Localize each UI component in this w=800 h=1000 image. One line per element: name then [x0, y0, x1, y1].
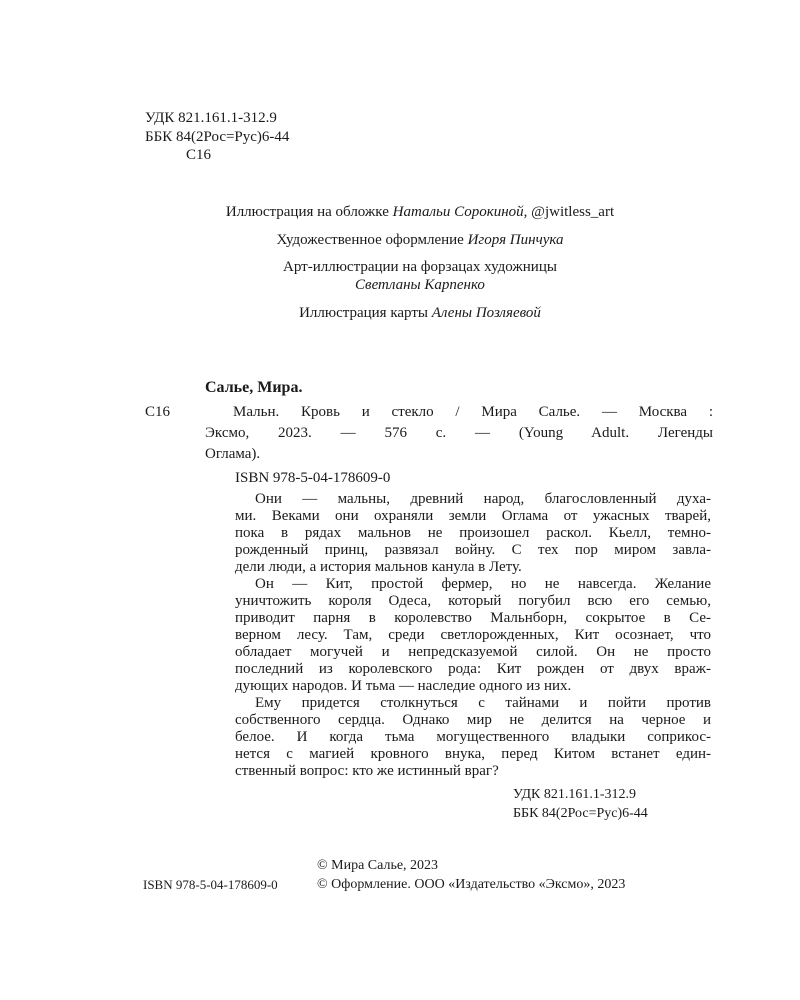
- author-mark: С16: [186, 147, 212, 163]
- credit-label: Арт-иллюстрации на форзацах художницы: [283, 259, 557, 275]
- credit-map: [0, 304, 800, 322]
- udk-code-bottom: УДК 821.161.1-312.9: [513, 787, 637, 802]
- credit-label: Иллюстрация карты: [299, 305, 432, 321]
- credit-name: Игоря Пинчука: [467, 232, 564, 248]
- bbk-code: ББК 84(2Рос=Рус)6-44: [145, 129, 290, 145]
- annotation-line: собственного сердца. Однако мир не делится на черное и: [235, 712, 711, 728]
- biblio-line: Оглама).: [205, 446, 261, 462]
- annotation-line: Он — Кит, простой фермер, но не навсегда. Желание: [255, 576, 711, 592]
- annotation-line: дующих народов. И тьма — наследие одного из них.: [235, 678, 572, 694]
- credit-endpapers-name: [0, 276, 800, 294]
- udk-code: УДК 821.161.1-312.9: [145, 110, 277, 126]
- copyright-publisher: © Оформление. ООО «Издательство «Эксмо», 2023: [317, 877, 626, 892]
- bbk-code-bottom: ББК 84(2Рос=Рус)6-44: [513, 806, 648, 821]
- annotation-line: Ему придется столкнуться с тайнами и пойти против: [255, 695, 711, 711]
- biblio-mark: С16: [145, 404, 171, 420]
- annotation-line: приводит парня в королевство Мальнборн, сокрытое в Се-: [235, 610, 711, 626]
- annotation-line: рожденный принц, развязал войну. С тех пор миром завла-: [235, 542, 711, 558]
- credit-endpapers: [0, 258, 800, 276]
- annotation-line: обладает могучей и непредсказуемой силой. Он не просто: [235, 644, 711, 660]
- biblio-line: Мальн. Кровь и стекло / Мира Салье. — Москва :: [233, 404, 713, 420]
- credit-name: Алены Позляевой: [431, 305, 541, 321]
- credit-handle: , @jwitless_art: [523, 204, 615, 220]
- annotation-line: пока в рядах мальнов не произошел раскол. Кьелл, темно-: [235, 525, 711, 541]
- biblio-isbn: ISBN 978-5-04-178609-0: [235, 470, 391, 486]
- credit-name: Натальи Сорокиной: [392, 204, 524, 220]
- annotation-line: последний из королевского рода: Кит рожден от двух враж-: [235, 661, 711, 677]
- annotation: [235, 491, 711, 780]
- credit-design: [0, 231, 800, 249]
- annotation-line: белое. И когда тьма могущественного владыки соприкос-: [235, 729, 711, 745]
- annotation-line: уничтожить короля Одеса, который погубил всю его семью,: [235, 593, 711, 609]
- copyright-isbn: ISBN 978-5-04-178609-0: [143, 877, 278, 892]
- credit-cover: [0, 203, 800, 221]
- biblio-author: Салье, Мира.: [205, 379, 303, 396]
- credit-label: Иллюстрация на обложке: [225, 204, 393, 220]
- annotation-line: нется с магией кровного внука, перед Китом встанет един-: [235, 746, 711, 762]
- credit-name: Светланы Карпенко: [355, 277, 485, 293]
- annotation-line: ми. Веками они охраняли земли Оглама от ужасных тварей,: [235, 508, 711, 524]
- annotation-line: Они — мальны, древний народ, благословленный духа-: [255, 491, 711, 507]
- credit-label: Художественное оформление: [276, 232, 468, 248]
- copyright-author: © Мира Салье, 2023: [317, 858, 439, 873]
- annotation-line: верном лесу. Там, среди светлорожденных, Кит осознает, что: [235, 627, 711, 643]
- annotation-line: дели люди, а история мальнов канула в Лету.: [235, 559, 522, 575]
- annotation-line: ственный вопрос: кто же истинный враг?: [235, 763, 499, 779]
- biblio-line: Эксмо, 2023. — 576 с. — (Young Adult. Легенды: [205, 425, 713, 441]
